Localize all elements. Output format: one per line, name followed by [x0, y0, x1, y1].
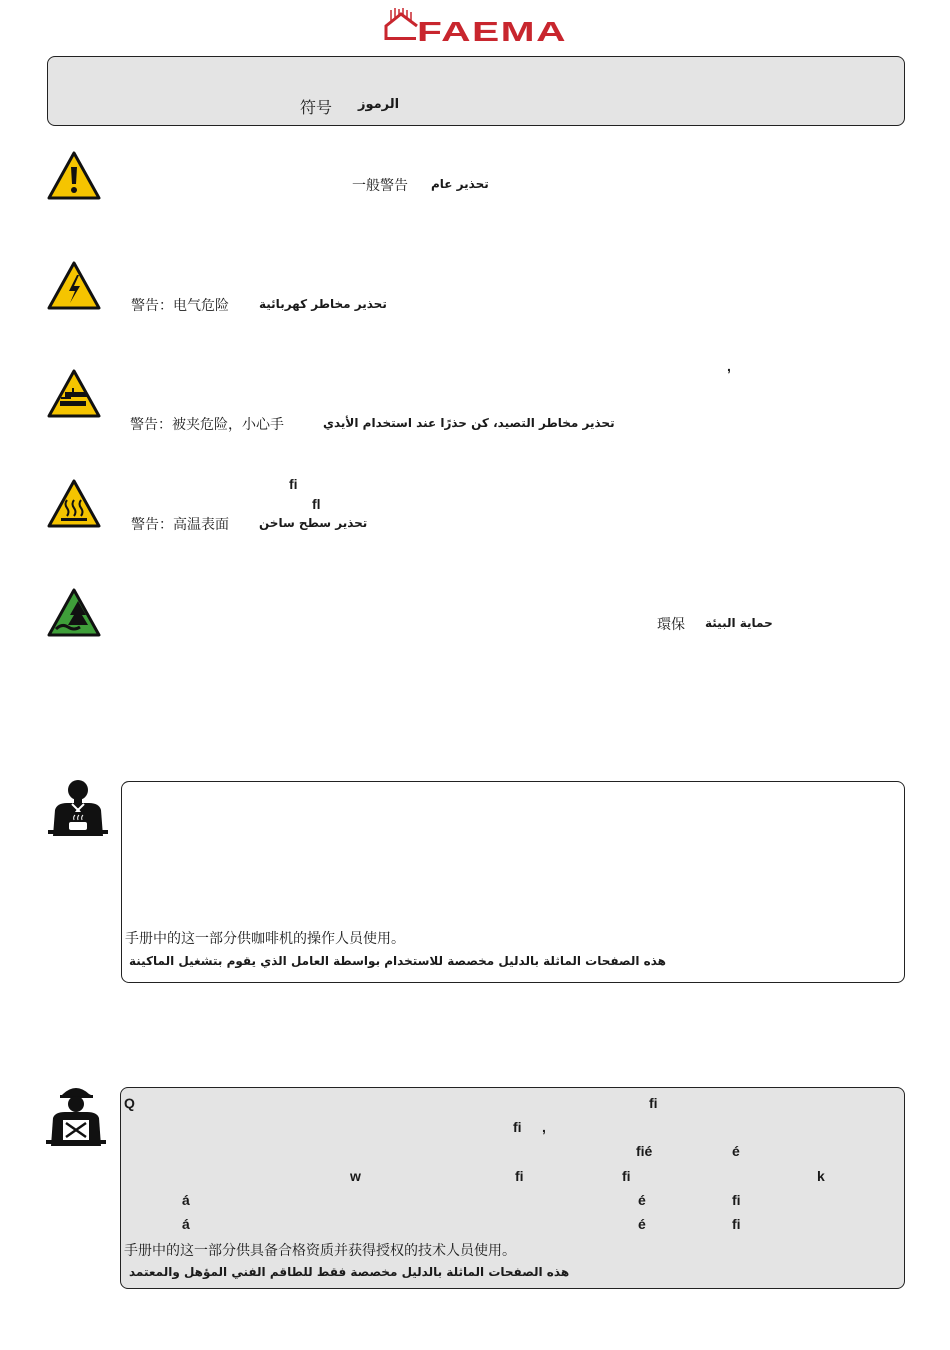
tech-glyph: w: [350, 1168, 361, 1184]
tech-glyph: fi: [515, 1168, 524, 1184]
tech-glyph: é: [732, 1143, 740, 1159]
symbols-header-arabic: الرموز: [358, 97, 400, 112]
operator-barista-icon: [47, 778, 109, 842]
operator-chinese-text: 手册中的这一部分供咖啡机的操作人员使用。: [125, 931, 405, 947]
tech-glyph: fi: [649, 1095, 658, 1111]
symbol-5-chinese: 環保: [657, 617, 685, 633]
tech-glyph: é: [638, 1192, 646, 1208]
symbol-4-chinese: 警告：高温表面: [131, 517, 229, 533]
tech-glyph: á: [182, 1192, 190, 1208]
tech-glyph: fié: [636, 1143, 653, 1159]
tech-glyph: ,: [542, 1119, 546, 1135]
technician-section-box: [120, 1087, 905, 1289]
operator-arabic-text: هذه الصفحات الماثلة بالدليل مخصصة للاستخدام بواسطة العامل الذي يقوم بتشغيل الماكينة: [129, 954, 666, 968]
symbol-1-chinese: 一般警告: [352, 178, 408, 194]
tech-glyph-q: Q: [124, 1095, 135, 1111]
symbol-2-chinese: 警告：电气危险: [131, 298, 229, 314]
operator-section-box: [121, 781, 905, 983]
logo-wordmark: FAEMA: [417, 16, 567, 44]
faema-logo: [383, 6, 573, 44]
symbols-header-box: [47, 56, 905, 126]
symbol-4-extra-fl: fl: [312, 496, 321, 512]
environment-protection-icon: [46, 587, 102, 643]
tech-glyph: fi: [732, 1192, 741, 1208]
technician-icon: [45, 1084, 107, 1152]
tech-glyph: fi: [732, 1216, 741, 1232]
tech-glyph: fi: [513, 1119, 522, 1135]
symbol-4-extra-fi: fi: [289, 476, 298, 492]
technician-arabic-text: هذه الصفحات الماثلة بالدليل مخصصة فقط للطاقم الفني المؤهل والمعتمد: [129, 1265, 570, 1279]
symbol-3-chinese: 警告：被夹危险，小心手: [130, 417, 284, 433]
symbol-5-arabic: حماية البيئة: [705, 616, 773, 630]
symbol-3-extra-comma: ,: [727, 358, 731, 374]
symbol-4-arabic: تحذير سطح ساخن: [259, 516, 368, 530]
symbol-3-arabic: تحذير مخاطر التصيد، كن حذرًا عند استخدام الأيدي: [323, 416, 615, 430]
symbol-2-arabic: تحذير مخاطر كهربائية: [259, 297, 387, 311]
general-warning-icon: [46, 150, 102, 206]
tech-glyph: é: [638, 1216, 646, 1232]
tech-glyph: á: [182, 1216, 190, 1232]
crushing-hazard-icon: [46, 368, 102, 424]
electrical-hazard-icon: [46, 260, 102, 316]
tech-glyph: fi: [622, 1168, 631, 1184]
symbol-1-arabic: تحذير عام: [431, 177, 489, 191]
technician-chinese-text: 手册中的这一部分供具备合格资质并获得授权的技术人员使用。: [124, 1243, 516, 1259]
symbols-header-chinese: 符号: [300, 98, 333, 117]
tech-glyph: k: [817, 1168, 825, 1184]
hot-surface-icon: [46, 478, 102, 534]
